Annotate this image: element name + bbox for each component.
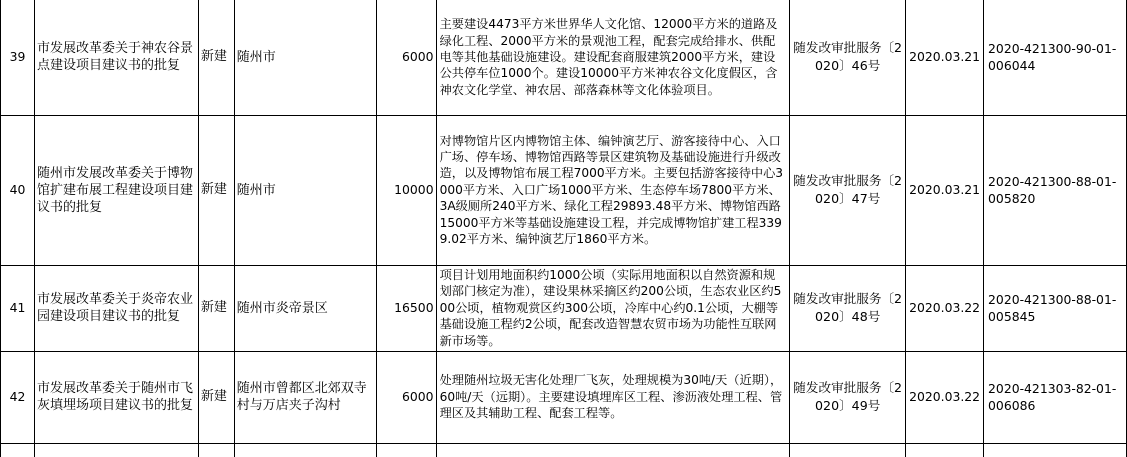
approval-document-number: 随发改审批服务〔2020〕49号 [790, 351, 906, 443]
approval-document-number: 随发改审批服务〔2020〕48号 [790, 265, 906, 351]
investment-amount: 6000 [376, 351, 436, 443]
project-content: 对博物馆片区内博物馆主体、编钟演艺厅、游客接待中心、入口广场、停车场、博物馆西路等景区建筑物及基础设施进行升级改造，以及博物馆布展工程7000平方米。主要包括游客接待中心3000平方米、入口广场1000平方米、生态停车场7800平方米、3A级厕所240平方米、绿化工程29893.48平方米、博物馆西路15000平方米等基础设施建设工程，并完成博物馆扩建工程3399.02平方米、编钟演艺厅1860平方米。 [436, 115, 790, 265]
cut-off-cell [1, 443, 35, 457]
cut-off-cell [34, 443, 198, 457]
project-code: 2020-421300-88-01-005820 [984, 115, 1127, 265]
project-title: 市发展改革委关于炎帝农业园建设项目建议书的批复 [34, 265, 198, 351]
project-location: 随州市 [234, 115, 376, 265]
build-type: 新建 [198, 265, 234, 351]
cut-off-cell [376, 443, 436, 457]
build-type: 新建 [198, 0, 234, 115]
approval-document-number: 随发改审批服务〔2020〕46号 [790, 0, 906, 115]
investment-amount: 10000 [376, 115, 436, 265]
row-number: 40 [1, 115, 35, 265]
project-content: 项目计划用地面积约1000公顷（实际用地面积以自然资源和规划部门核定为准），建设果林采摘区约200公顷，生态农业区约500公顷，植物观赏区约300公顷，冷库中心约0.1公顷，大棚等基础设施工程约2公顷，配套改造智慧农贸市场为功能性互联网新市场等。 [436, 265, 790, 351]
project-content: 主要建设4473平方米世界华人文化馆、12000平方米的道路及绿化工程、2000平方米的景观池工程，配套完成给排水、供配电等其他基础设施建设。建设配套商服建筑2000平方米，建设公共停车位1000个。建设10000平方米神农谷文化度假区，含神农文化学堂、神农居、部落森林等文化体验项目。 [436, 0, 790, 115]
project-code: 2020-421300-90-01-006044 [984, 0, 1127, 115]
build-type: 新建 [198, 115, 234, 265]
project-content: 处理随州垃圾无害化处理厂飞灰，处理规模为30吨/天（近期），60吨/天（远期）。主要建设填埋库区工程、渗沥液处理工程、管理区及其辅助工程、配套工程等。 [436, 351, 790, 443]
cut-off-cell [984, 443, 1127, 457]
cut-off-cell [906, 443, 984, 457]
project-code: 2020-421303-82-01-006086 [984, 351, 1127, 443]
project-location: 随州市炎帝景区 [234, 265, 376, 351]
approval-date: 2020.03.22 [906, 351, 984, 443]
row-number: 39 [1, 0, 35, 115]
project-title: 市发展改革委关于随州市飞灰填埋场项目建议书的批复 [34, 351, 198, 443]
table-row [1, 115, 1127, 265]
cut-off-cell [790, 443, 906, 457]
project-code: 2020-421300-88-01-005845 [984, 265, 1127, 351]
cut-off-cell [198, 443, 234, 457]
project-location: 随州市 [234, 0, 376, 115]
project-title: 市发展改革委关于神农谷景点建设项目建议书的批复 [34, 0, 198, 115]
investment-amount: 16500 [376, 265, 436, 351]
approval-date: 2020.03.21 [906, 115, 984, 265]
cut-off-cell [234, 443, 376, 457]
row-number: 42 [1, 351, 35, 443]
build-type: 新建 [198, 351, 234, 443]
project-title: 随州市发展改革委关于博物馆扩建布展工程建设项目建议书的批复 [34, 115, 198, 265]
cut-off-cell [436, 443, 790, 457]
row-number: 41 [1, 265, 35, 351]
approval-date: 2020.03.22 [906, 265, 984, 351]
project-location: 随州市曾都区北郊双寺村与万店夹子沟村 [234, 351, 376, 443]
table-row-partial [1, 443, 1127, 457]
approval-date: 2020.03.21 [906, 0, 984, 115]
table-row [1, 265, 1127, 351]
investment-amount: 6000 [376, 0, 436, 115]
table-row [1, 351, 1127, 443]
table-row [1, 0, 1127, 115]
approval-document-number: 随发改审批服务〔2020〕47号 [790, 115, 906, 265]
